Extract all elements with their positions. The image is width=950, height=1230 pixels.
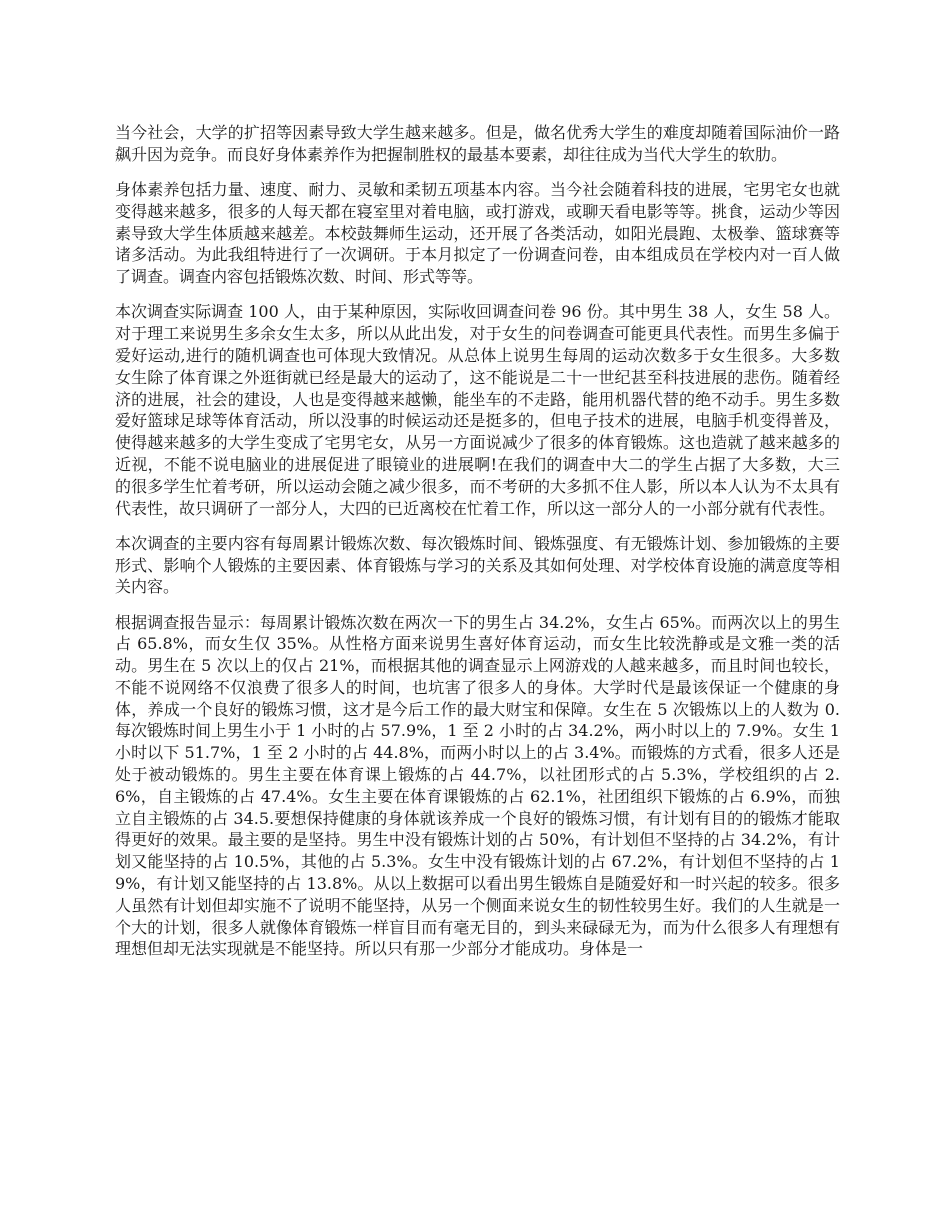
paragraph-survey-content: 本次调查的主要内容有每周累计锻炼次数、每次锻炼时间、锻炼强度、有无锻炼计划、参加锻炼的主要形式、影响个人锻炼的主要因素、体育锻炼与学习的关系及其如何处理、对学校体育设施的满意度等相关内容。 bbox=[115, 533, 840, 597]
paragraph-survey-overview: 本次调查实际调查 100 人，由于某种原因，实际收回调查问卷 96 份。其中男生 38 人，女生 58 人。对于理工来说男生多余女生太多，所以从此出发，对于女生的问卷调查可能更具代表性。而男生多偏于爱好运动,进行的随机调查也可体现大致情况。从总体上说男生每周的运动次数多于女生很多。大多数女生除了体育课之外逛街就已经是最大的运动了，这不能说是二十一世纪甚至科技进展的悲伤。随着经济的进展，社会的建设，人也是变得越来越懒，能坐车的不走路，能用机器代替的绝不动手。男生多数爱好篮球足球等体育活动，所以没事的时候运动还是挺多的，但电子技术的进展，电脑手机变得普及，使得越来越多的大学生变成了宅男宅女，从另一方面说减少了很多的体育锻炼。这也造就了越来越多的近视，不能不说电脑业的进展促进了眼镜业的进展啊!在我们的调查中大二的学生占据了大多数，大三的很多学生忙着考研，所以运动会随之减少很多，而不考研的大多抓不住人影，所以本人认为不太具有代表性，故只调研了一部分人，大四的已近离校在忙着工作，所以这一部分人的一小部分就有代表性。 bbox=[115, 302, 840, 518]
paragraph-intro: 当今社会，大学的扩招等因素导致大学生越来越多。但是，做名优秀大学生的难度却随着国际油价一路飙升因为竞争。而良好身体素养作为把握制胜权的最基本要素，却往往成为当代大学生的软肋。 bbox=[115, 123, 840, 164]
paragraph-survey-results: 根据调查报告显示：每周累计锻炼次数在两次一下的男生占 34.2%，女生占 65%。而两次以上的男生占 65.8%，而女生仅 35%。从性格方面来说男生喜好体育运动，而女生比较洗静或是文雅一类的活动。男生在 5 次以上的仅占 21%，而根据其他的调查显示上网游戏的人越来越多，而且时间也较长，不能不说网络不仅浪费了很多人的时间，也坑害了很多人的身体。大学时代是最该保证一个健康的身体，养成一个良好的锻炼习惯，这才是今后工作的最大财宝和保障。女生在 5 次锻炼以上的人数为 0.每次锻炼时间上男生小于 1 小时的占 57.9%，1 至 2 小时的占 34.2%，两小时以上的 7.9%。女生 1 小时以下 51.7%，1 至 2 小时的占 44.8%，而两小时以上的占 3.4%。而锻炼的方式看，很多人还是处于被动锻炼的。男生主要在体育课上锻炼的占 44.7%，以社团形式的占 5.3%，学校组织的占 2.6%，自主锻炼的占 47.4%。女生主要在体育课锻炼的占 62.1%，社团组织下锻炼的占 6.9%，而独立自主锻炼的占 34.5.要想保持健康的身体就该养成一个良好的锻炼习惯，有计划有目的的锻炼才能取得更好的效果。最主要的是坚持。男生中没有锻炼计划的占 50%，有计划但不坚持的占 34.2%，有计划又能坚持的占 10.5%，其他的占 5.3%。女生中没有锻炼计划的占 67.2%，有计划但不坚持的占 19%，有计划又能坚持的占 13.8%。从以上数据可以看出男生锻炼自是随爱好和一时兴起的较多。很多人虽然有计划但却实施不了说明不能坚持，从另一个侧面来说女生的韧性较男生好。我们的人生就是一个大的计划，很多人就像体育锻炼一样盲目而有毫无目的，到头来碌碌无为，而为什么很多人有理想有理想但却无法实现就是不能坚持。所以只有那一少部分才能成功。身体是一 bbox=[115, 612, 840, 959]
document-body bbox=[115, 122, 840, 974]
paragraph-physical-quality: 身体素养包括力量、速度、耐力、灵敏和柔韧五项基本内容。当今社会随着科技的进展，宅男宅女也就变得越来越多，很多的人每天都在寝室里对着电脑，或打游戏，或聊天看电影等等。挑食，运动少等因素导致大学生体质越来越差。本校鼓舞师生运动，还开展了各类活动，如阳光晨跑、太极拳、篮球赛等诸多活动。为此我组特进行了一次调研。于本月拟定了一份调查问卷，由本组成员在学校内对一百人做了调查。调查内容包括锻炼次数、时间、形式等等。 bbox=[115, 179, 840, 287]
